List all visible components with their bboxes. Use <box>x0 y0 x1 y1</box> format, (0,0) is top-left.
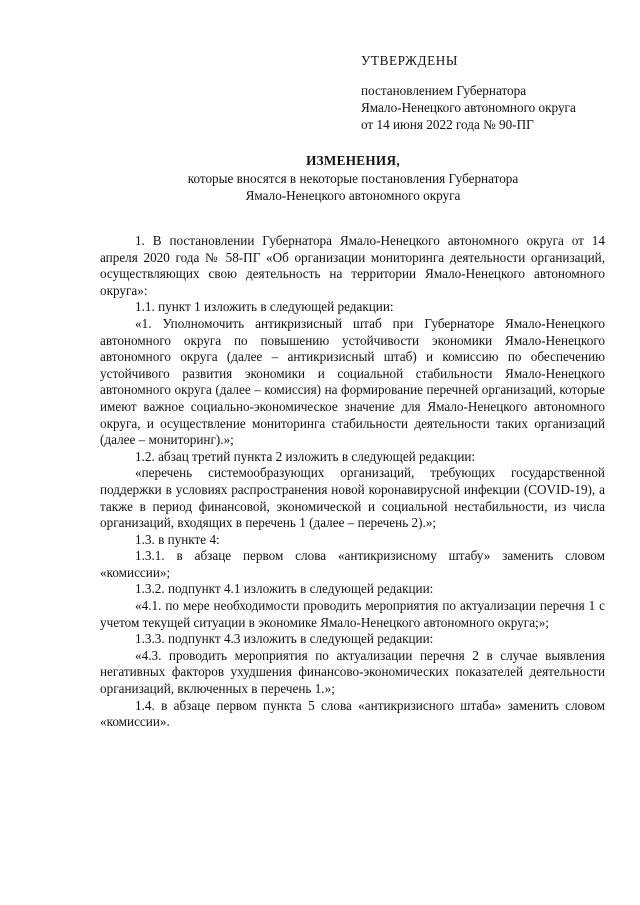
paragraph-1: 1. В постановлении Губернатора Ямало-Ненецкого автономного округа от 14 апреля 2020 года № 58-ПГ «Об организации мониторинга деятельности организаций, осуществляющих свою деятельность на территории Ямало-Ненецкого автономного округа»: <box>100 233 605 298</box>
title-subtitle-1: которые вносятся в некоторые постановления Губернатора <box>187 170 519 186</box>
paragraph-1-3-3: 1.3.3. подпункт 4.3 изложить в следующей редакции: <box>135 631 434 647</box>
title-subtitle-2: Ямало-Ненецкого автономного округа <box>245 187 461 203</box>
paragraph-quote-1: «1. Уполномочить антикризисный штаб при Губернаторе Ямало-Ненецкого автономного округа по повышению устойчивости экономики Ямало-Ненецкого автономного округа (далее – антикризисный штаб) и комиссию по обеспечению устойчивого развития экономики и социальной стабильности Ямало-Ненецкого автономного округа (далее – комиссия) на формирование перечней организаций, которые имеют важное социально-экономическое значение для Ямало-Ненецкого автономного округа, и осуществление мониторинга стабильности деятельности таких организаций (далее – мониторинг).»; <box>100 315 605 448</box>
paragraph-quote-4-1: «4.1. по мере необходимости проводить мероприятия по актуализации перечня 1 с учетом текущей ситуации в экономике Ямало-Ненецкого автономного округа;»; <box>100 598 605 630</box>
document-body <box>100 233 605 731</box>
paragraph-quote-2: «перечень системообразующих организаций, требующих государственной поддержки в условиях распространения новой коронавирусной инфекции (COVID-19), а также в период финансовой, экономической и социальной нестабильности, из числа организаций, входящих в перечень 1 (далее – перечень 2).»; <box>100 465 605 531</box>
approval-line-2: Ямало-Ненецкого автономного округа <box>361 100 576 115</box>
paragraph-1-1: 1.1. пункт 1 изложить в следующей редакции: <box>135 299 394 315</box>
paragraph-1-3-2: 1.3.2. подпункт 4.1 изложить в следующей редакции: <box>135 581 434 597</box>
approval-heading: УТВЕРЖДЕНЫ <box>361 53 459 68</box>
title-main: ИЗМЕНЕНИЯ, <box>306 153 400 168</box>
paragraph-1-3: 1.3. в пункте 4: <box>135 531 220 547</box>
paragraph-1-4: 1.4. в абзаце первом пункта 5 слова «антикризисного штаба» заменить словом «комиссии». <box>100 697 605 730</box>
paragraph-1-3-1: 1.3.1. в абзаце первом слова «антикризисному штабу» заменить словом «комиссии»; <box>100 548 605 580</box>
paragraph-quote-4-3: «4.3. проводить мероприятия по актуализации перечня 2 в случае выявления негативных факторов ухудшения финансово-экономических показателей деятельности организаций, включенных в перечень 1.»; <box>100 647 605 697</box>
document-title <box>100 153 606 204</box>
approval-stamp <box>361 52 621 133</box>
approval-line-3: от 14 июня 2022 года № 90-ПГ <box>361 117 534 132</box>
paragraph-1-2: 1.2. абзац третий пункта 2 изложить в следующей редакции: <box>135 448 476 464</box>
approval-line-1: постановлением Губернатора <box>361 83 527 98</box>
